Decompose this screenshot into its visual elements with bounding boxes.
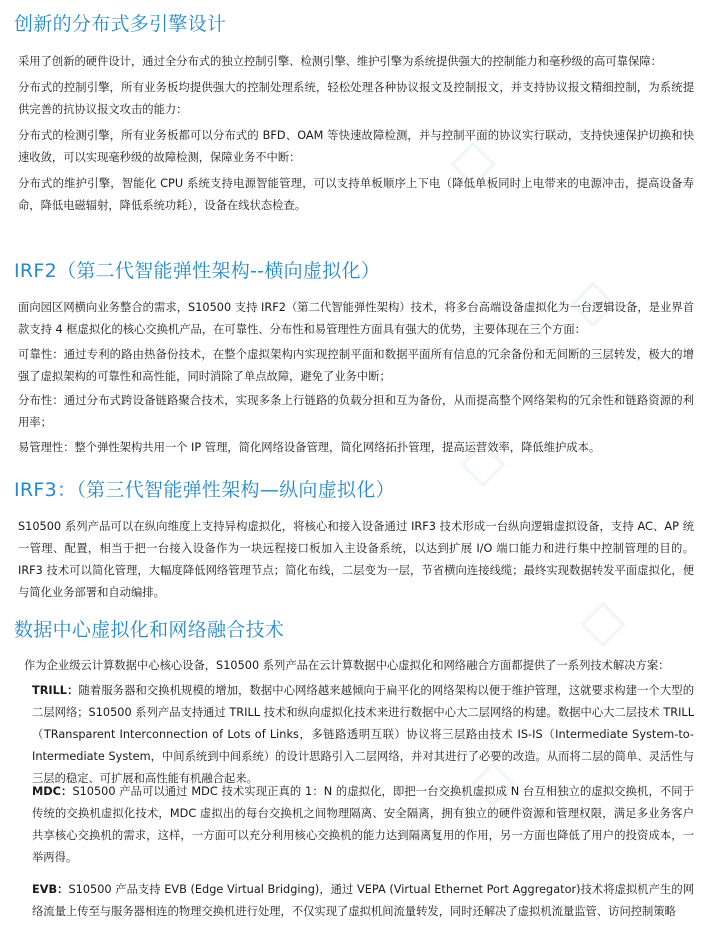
evb-paragraph [32, 879, 694, 923]
svg-text:◇: ◇ [570, 265, 617, 335]
svg-text:◇: ◇ [470, 745, 517, 815]
term-description: S10500 产品可以通过 MDC 技术实现正真的 1：N 的虚拟化，即把一台交换机虚拟成 N 台互相独立的虚拟交换机，不同于传统的交换机虚拟化技术，MDC 虚拟出的每台交换机之间物理隔离、安全隔离，拥有独立的硬件资源和管理权限，满足多业务客户共享核心交换机的需求，这样，一方面可以充分利用核心交换机的能力达到隔离复用的作用，另一方面也降低了用户的投资成本，一举两得。 [32, 785, 694, 864]
paragraph: 分布式的维护引擎，智能化 CPU 系统支持电源智能管理，可以支持单板顺序上下电（降低单板同时上电带来的电源冲击，提高设备寿命，降低电磁辐射，降低系统功耗），设备在线状态检查。 [18, 177, 694, 212]
section-title-irf2: IRF2（第二代智能弹性架构--横向虚拟化） [14, 260, 381, 282]
svg-text:◇: ◇ [580, 585, 627, 655]
paragraph: 分布性：通过分布式跨设备链路聚合技术，实现多条上行链路的负载分担和互为备份，从而提高整个网络架构的冗余性和链路资源的利用率； [18, 394, 694, 429]
trill-paragraph [32, 680, 694, 790]
term-description: 随着服务器和交换机规模的增加，数据中心网络越来越倾向于扁平化的网络架构以便于维护管理，这就要求构建一个大型的二层网络；S10500 系列产品支持通过 TRILL 技术和纵向虚拟化技术来进行数据中心大二层网络的构建。数据中心大二层技术 TRILL（TRansparent Interconnection of Lots of Links，多链路透明互联）协议将三层路由技术 IS-IS（Intermediate System-to-Intermediate System，中间系统到中间系统）的设计思路引入二层网络，并对其进行了必要的改造。从而将二层的简单、灵活性与三层的稳定、可扩展和高性能有机融合起来。 [32, 684, 694, 785]
svg-text:◇: ◇ [460, 425, 507, 495]
paragraph: 面向园区网横向业务整合的需求，S10500 支持 IRF2（第二代智能弹性架构）技术，将多台高端设备虚拟化为一台逻辑设备，是业界首款支持 4 框虚拟化的核心交换机产品，在可靠性、分布性和易管理性方面具有强大的优势，主要体现在三个方面： [18, 301, 694, 336]
term-description: S10500 产品支持 EVB (Edge Virtual Bridging)，通过 VEPA (Virtual Ethernet Port Aggregator)技术将虚拟机产生的网络流量上传至与服务器相连的物理交换机进行处理，不仅实现了虚拟机间流量转发，同时还解决了虚拟机流量监管、访问控制策略 [32, 883, 694, 918]
paragraph: 分布式的检测引擎，所有业务板都可以分布式的 BFD、OAM 等快速故障检测，并与控制平面的协议实行联动，支持快速保护切换和快速收敛，可以实现毫秒级的故障检测，保障业务不中断： [18, 129, 694, 164]
section-title-multi-engine: 创新的分布式多引擎设计 [14, 13, 227, 35]
paragraph: S10500 系列产品可以在纵向维度上支持异构虚拟化，将核心和接入设备通过 IRF3 技术形成一台纵向逻辑虚拟设备，支持 AC、AP 统一管理、配置，相当于把一台接入设备作为一块远程接口板加入主设备系统，以达到扩展 I/O 端口能力和进行集中控制管理的目的。IRF3 技术可以简化管理，大幅度降低网络管理节点；简化布线，二层变为一层，节省横向连接线缆；最终实现数据转发平面虚拟化，便与简化业务部署和自动编排。 [18, 520, 694, 599]
term-label: MDC： [32, 785, 73, 798]
section-title-datacenter: 数据中心虚拟化和网络融合技术 [14, 619, 285, 641]
term-label: EVB： [32, 883, 69, 896]
paragraph: 采用了创新的硬件设计，通过全分布式的独立控制引擎、检测引擎、维护引擎为系统提供强大的控制能力和毫秒级的高可靠保障： [18, 55, 662, 68]
section-title-irf3: IRF3：（第三代智能弹性架构—纵向虚拟化） [14, 479, 395, 501]
svg-text:◇: ◇ [450, 125, 497, 195]
paragraph: 易管理性：整个弹性架构共用一个 IP 管理，简化网络设备管理，简化网络拓扑管理，提高运营效率，降低维护成本。 [18, 441, 601, 454]
paragraph: 可靠性：通过专利的路由热备份技术，在整个虚拟架构内实现控制平面和数据平面所有信息的冗余备份和无间断的三层转发，极大的增强了虚拟架构的可靠性和高性能，同时消除了单点故障，避免了业务中断； [18, 348, 694, 383]
paragraph: 作为企业级云计算数据中心核心设备，S10500 系列产品在云计算数据中心虚拟化和网络融合方面都提供了一系列技术解决方案： [24, 659, 670, 672]
paragraph: 分布式的控制引擎，所有业务板均提供强大的控制处理系统，轻松处理各种协议报文及控制报文，并支持协议报文精细控制，为系统提供完善的抗协议报文攻击的能力： [18, 81, 694, 116]
mdc-paragraph [32, 781, 694, 869]
term-label: TRILL： [32, 684, 79, 697]
